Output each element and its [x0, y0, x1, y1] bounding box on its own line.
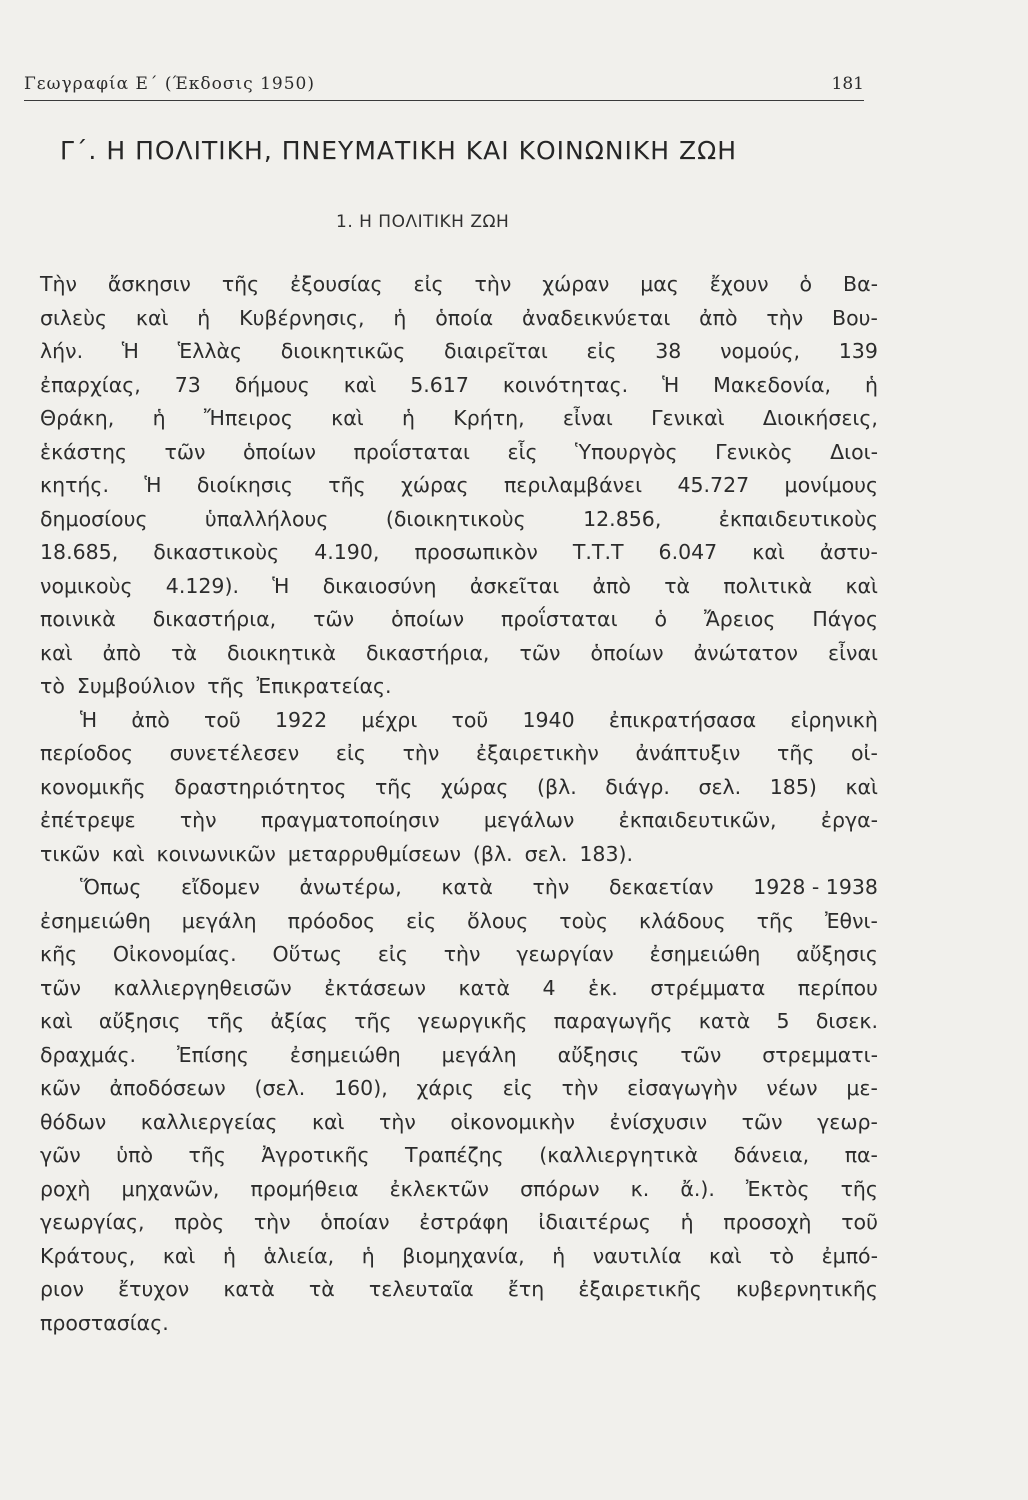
page-number: 181	[831, 74, 864, 94]
word: δικαστικοὺς	[153, 540, 280, 564]
word: τοὺς	[559, 908, 609, 933]
word: εἶναι	[828, 640, 878, 665]
word: πα-	[844, 1143, 878, 1167]
chapter-title: Γ΄. Η ΠΟΛΙΤΙΚΗ, ΠΝΕΥΜΑΤΙΚΗ ΚΑΙ ΚΟΙΝΩΝΙΚΗ ΖΩΗ	[60, 136, 738, 165]
word: Κρήτη,	[453, 406, 525, 430]
word: Οἰκονομίας.	[112, 942, 237, 966]
word: κοινότητας.	[502, 372, 629, 397]
word: δάνεια,	[733, 1143, 810, 1167]
word: καὶ	[709, 1243, 742, 1268]
word: τὰ	[308, 1277, 335, 1301]
word: κατὰ	[223, 1277, 275, 1301]
word: ὁποίαν	[320, 1210, 390, 1234]
word: καὶ	[111, 841, 145, 866]
word: ὑπαλλήλους	[204, 506, 329, 531]
word: ὑπὸ	[116, 1143, 154, 1167]
word: εἰς	[413, 272, 444, 296]
word: χάρις	[416, 1076, 474, 1100]
text-line	[40, 306, 878, 340]
word: πραγματοποίησιν	[260, 808, 440, 832]
word: κοινωνικῶν	[156, 841, 276, 866]
word: Ὅπως	[80, 875, 142, 899]
word: μεταρρυθμίσεων	[287, 841, 461, 866]
word: τὴν	[253, 1210, 291, 1234]
word: αὔξησις	[796, 942, 878, 966]
word: ὁποίων	[243, 439, 316, 464]
word: προΐσταται	[501, 607, 618, 631]
word: γεωρ-	[817, 1109, 878, 1134]
word: ἀνώτατον	[693, 640, 798, 665]
word: εἰς	[406, 908, 437, 933]
word: ἐξαιρετικῆς	[578, 1277, 702, 1301]
text-line	[40, 708, 878, 742]
word: εἰς	[502, 1076, 533, 1100]
text-line	[40, 808, 878, 842]
text-line	[40, 1043, 878, 1077]
text-line	[40, 473, 878, 507]
running-head	[24, 72, 864, 100]
word: καὶ	[845, 573, 878, 598]
word: 4	[542, 975, 556, 1000]
word: μέχρι	[361, 707, 418, 732]
running-title: Γεωγραφία Ε΄ (Έκδοσις 1950)	[24, 74, 315, 94]
word: κῆς	[40, 942, 78, 966]
word: (καλλιεργητικὰ	[539, 1143, 699, 1167]
word: τὴν	[379, 1109, 416, 1134]
word: ἀνάπτυξιν	[635, 741, 741, 765]
word: 5	[776, 1009, 790, 1033]
text-line	[40, 1076, 878, 1110]
word: γεωργικῆς	[417, 1009, 528, 1033]
text-line	[40, 1244, 878, 1278]
word: ἡ	[864, 372, 878, 397]
word: καὶ	[162, 1243, 196, 1268]
word: στρέμματα	[650, 975, 766, 1000]
word: κητής.	[40, 473, 109, 497]
word: τὴν	[402, 741, 440, 765]
word: ἐπικρατήσασα	[608, 707, 757, 732]
word: λήν.	[40, 339, 84, 363]
word: καλλιεργείας	[140, 1109, 278, 1134]
text-line	[40, 574, 878, 608]
word: 38	[655, 339, 682, 363]
word: εἰς	[335, 741, 366, 765]
word: τῶν	[741, 1109, 783, 1134]
word: τὰ	[171, 640, 197, 665]
word: περίοδος	[40, 741, 134, 765]
text-line	[40, 339, 878, 373]
word: τῆς	[354, 1009, 392, 1033]
word: σπόρων	[520, 1176, 600, 1201]
word: ὁ	[654, 607, 668, 631]
word: κατὰ	[698, 1009, 751, 1033]
word: καὶ	[752, 540, 785, 564]
word: τῶν	[680, 1042, 722, 1067]
text-line	[40, 1143, 878, 1177]
word: προμήθεια	[250, 1176, 359, 1201]
word: εἰρηνικὴ	[790, 707, 878, 732]
word: ὅλους	[467, 908, 529, 933]
text-line	[40, 1311, 878, 1345]
word: ἀστυ-	[819, 540, 878, 564]
word: καὶ	[845, 774, 878, 799]
word: Τ.Τ.Τ	[572, 540, 624, 564]
word: Μακεδονία,	[713, 372, 832, 397]
word: πολιτικὰ	[723, 573, 813, 598]
text-line	[40, 540, 878, 574]
word: σιλεὺς	[40, 305, 108, 330]
word: ἀπὸ	[102, 640, 142, 665]
word: καὶ	[40, 640, 73, 665]
word: οἰ-	[851, 741, 878, 765]
word: ποινικὰ	[40, 607, 116, 631]
word: δικαστήρια,	[152, 607, 277, 631]
word: Βα-	[843, 272, 878, 296]
word: Κράτους,	[40, 1243, 136, 1268]
word: ἐπέτρεψε	[40, 808, 136, 832]
word: 4.190,	[314, 540, 380, 564]
word: συνετέλεσεν	[169, 741, 300, 765]
text-line	[40, 272, 878, 306]
word: πρὸς	[174, 1210, 225, 1234]
text-line	[40, 406, 878, 440]
word: κατὰ	[458, 975, 510, 1000]
word: Τὴν	[40, 272, 77, 296]
word: τικῶν	[40, 841, 100, 866]
text-line	[40, 641, 878, 675]
word: οἰκονομικὴν	[450, 1109, 575, 1134]
word: προσοχὴ	[723, 1210, 812, 1234]
word: ἀναδεικνύεται	[521, 305, 671, 330]
word: ροχὴ	[40, 1176, 91, 1201]
word: μεγάλη	[441, 1042, 517, 1067]
text-line	[40, 373, 878, 407]
word: ἡ	[402, 406, 415, 430]
word: Ἐπικρατείας.	[256, 674, 392, 698]
word: ὁποίων	[391, 607, 465, 631]
word: Ἤπειρος	[203, 406, 293, 430]
word: μονίμους	[784, 473, 878, 497]
word: τὴν	[179, 808, 217, 832]
word: δισεκ.	[815, 1009, 878, 1033]
word: δήμους	[234, 372, 310, 397]
word: Θράκη,	[40, 406, 115, 430]
word: διοικητικὰ	[227, 640, 336, 665]
word: 73	[174, 372, 201, 397]
word: καὶ	[311, 1109, 345, 1134]
word: ἐξαιρετικὴν	[476, 741, 599, 765]
word: τῶν	[313, 607, 355, 631]
text-line	[40, 842, 878, 876]
word: τελευταῖα	[368, 1277, 474, 1301]
word: ἀπὸ	[131, 707, 170, 732]
word: δεκαετίαν	[608, 875, 714, 899]
word: σελ.	[698, 774, 742, 799]
word: ἡ	[552, 1243, 566, 1268]
word: τὴν	[532, 875, 570, 899]
word: ἐμπό-	[821, 1243, 878, 1268]
word: 4.129).	[165, 573, 239, 598]
word: Κυβέρνησις,	[239, 305, 365, 330]
word: ὁ	[799, 272, 813, 296]
text-line	[40, 1177, 878, 1211]
word: παραγωγῆς	[553, 1009, 673, 1033]
word: 139	[838, 339, 878, 363]
word: ἡ	[393, 305, 407, 330]
word: εἰσαγωγὴν	[627, 1076, 738, 1100]
word: 12.856,	[583, 506, 662, 531]
word: κυβερνητικῆς	[735, 1277, 878, 1301]
word: ἀπὸ	[592, 573, 631, 598]
word: τὴν	[474, 272, 512, 296]
word: αὔξησις	[98, 1009, 181, 1033]
word: ἀποδόσεων	[109, 1076, 226, 1100]
text-line	[40, 775, 878, 809]
word: ἔτυχον	[118, 1277, 190, 1301]
word: εἶναι	[562, 406, 613, 430]
word: Ἀγροτικῆς	[261, 1143, 370, 1167]
word: ἄ.).	[680, 1176, 715, 1201]
word: δικαιοσύνη	[322, 573, 437, 598]
word: 183).	[579, 841, 634, 866]
text-line	[40, 741, 878, 775]
word: Ἐκτὸς	[745, 1176, 810, 1201]
word: τῆς	[840, 1176, 878, 1201]
word: ἐσημειώθη	[649, 942, 761, 966]
word: ἐκτάσεων	[324, 975, 426, 1000]
word: ἀνωτέρω,	[299, 875, 402, 899]
word: γεωργίαν	[516, 942, 614, 966]
word: Τραπέζης	[405, 1143, 504, 1167]
word: τὴν	[561, 1076, 599, 1100]
word: τῆς	[207, 674, 245, 698]
word: στρεμματι-	[762, 1042, 878, 1067]
word: διάγρ.	[605, 774, 670, 799]
word: καὶ	[135, 305, 169, 330]
word: τῶν	[40, 975, 81, 1000]
word: περιλαμβάνει	[503, 473, 643, 497]
text-line	[40, 1009, 878, 1043]
word: με-	[846, 1076, 878, 1100]
word: 18.685,	[40, 540, 119, 564]
word: ἄσκησιν	[107, 272, 191, 296]
word: μας	[640, 272, 679, 296]
word: τῆς	[756, 908, 795, 933]
text-line	[40, 1110, 878, 1144]
word: ἀπὸ	[699, 305, 738, 330]
word: ναυτιλία	[592, 1243, 682, 1268]
text-line	[40, 440, 878, 474]
word: ἐστράφη	[419, 1210, 509, 1234]
word: Ἡ	[144, 473, 162, 497]
word: τὴν	[443, 942, 481, 966]
word: νομικοὺς	[40, 573, 133, 598]
word: ἐκπαιδευτικοὺς	[718, 506, 878, 531]
word: τῆς	[777, 741, 815, 765]
word: τῶν	[164, 439, 206, 464]
word: 185)	[769, 774, 817, 799]
word: ἐσημειώθη	[40, 908, 151, 933]
word: ἐκλεκτῶν	[389, 1176, 489, 1201]
word: ἰδιαιτέρως	[538, 1210, 651, 1234]
word: Ἡ	[662, 372, 680, 397]
word: εἰς	[377, 942, 408, 966]
text-line	[40, 909, 878, 943]
word: τὰ	[664, 573, 691, 598]
word: Γενικαὶ	[651, 406, 725, 430]
word: μεγάλη	[181, 908, 257, 933]
header-rule	[24, 100, 864, 101]
word: τῆς	[374, 774, 413, 799]
word: Ἡ	[272, 573, 290, 598]
body-text	[40, 272, 878, 1344]
text-line	[40, 674, 878, 708]
text-line	[40, 875, 878, 909]
word: Διοι-	[830, 439, 878, 464]
word: ἡ	[680, 1210, 694, 1234]
word: καὶ	[331, 406, 364, 430]
word: διαιρεῖται	[444, 339, 548, 363]
word: ἔτη	[507, 1277, 545, 1301]
word: δραστηριότητος	[174, 774, 347, 799]
word: τὴν	[766, 305, 804, 330]
word: εἷς	[507, 439, 538, 464]
word: τῆς	[221, 272, 260, 296]
word: (βλ.	[536, 774, 577, 799]
word: δημοσίους	[40, 506, 148, 531]
word: βιομηχανία,	[402, 1243, 525, 1268]
word: ἐπαρχίας,	[40, 372, 141, 397]
word: κατὰ	[441, 875, 493, 899]
word: (βλ.	[472, 841, 513, 866]
word: τοῦ	[451, 707, 489, 732]
word: Ἡ	[121, 339, 139, 363]
word: διοίκησις	[196, 473, 293, 497]
word: προσωπικὸν	[414, 540, 538, 564]
word: καλλιεργηθεισῶν	[113, 975, 292, 1000]
word: Ἡ	[80, 707, 98, 732]
word: Πάγος	[812, 607, 878, 631]
word: ἐξουσίας	[290, 272, 383, 296]
word: Ἑλλὰς	[177, 339, 243, 363]
word: γῶν	[40, 1143, 81, 1167]
text-line	[40, 507, 878, 541]
word: ἡ	[222, 1243, 236, 1268]
text-line	[40, 942, 878, 976]
word: πρόοδος	[287, 908, 376, 933]
word: ἡ	[361, 1243, 375, 1268]
word: Ἐθνι-	[824, 908, 878, 933]
word: νέων	[766, 1076, 818, 1100]
word: τῆς	[188, 1143, 226, 1167]
word: θόδων	[40, 1109, 107, 1134]
word: προΐσταται	[353, 439, 470, 464]
word: ἐνίσχυσιν	[609, 1109, 708, 1134]
word: Γενικὸς	[715, 439, 793, 464]
word: ὁποία	[435, 305, 494, 330]
word: Ἐπίσης	[177, 1042, 249, 1067]
word: (σελ.	[254, 1076, 306, 1100]
word: δικαστήρια,	[366, 640, 490, 665]
word: τῆς	[206, 1009, 245, 1033]
word: ριον	[40, 1277, 84, 1301]
word: Οὕτως	[272, 942, 343, 966]
word: ἡ	[152, 406, 166, 430]
word: κονομικῆς	[40, 774, 146, 799]
word: σελ.	[524, 841, 568, 866]
word: ἀσκεῖται	[469, 573, 560, 598]
word: 1928 - 1938	[753, 875, 878, 899]
word: προστασίας.	[40, 1310, 169, 1335]
word: ἐσημειώθη	[289, 1042, 401, 1067]
word: Ὑπουργὸς	[575, 439, 678, 464]
word: διοικητικῶς	[280, 339, 406, 363]
word: ἑκ.	[588, 975, 618, 1000]
word: εἴδομεν	[181, 875, 260, 899]
word: ἁλιεία,	[263, 1243, 335, 1268]
word: καὶ	[343, 372, 377, 397]
word: 6.047	[658, 540, 718, 564]
word: καὶ	[40, 1009, 73, 1033]
word: τῶν	[519, 640, 561, 665]
word: τῆς	[328, 473, 366, 497]
word: 1922	[274, 707, 328, 732]
word: χώρας	[400, 473, 469, 497]
word: δραχμάς.	[40, 1042, 137, 1067]
word: αὔξησις	[557, 1042, 640, 1067]
word: ἐργα-	[820, 808, 878, 832]
word: γεωργίας,	[40, 1210, 145, 1234]
word: χώραν	[542, 272, 610, 296]
word: Διοικήσεις,	[762, 406, 878, 430]
word: μηχανῶν,	[121, 1176, 220, 1201]
word: 45.727	[677, 473, 750, 497]
word: 5.617	[410, 372, 469, 397]
word: τοῦ	[203, 707, 241, 732]
word: Συμβούλιον	[76, 674, 196, 698]
word: ὁποίων	[590, 640, 664, 665]
word: (διοικητικοὺς	[385, 506, 526, 531]
word: κ.	[630, 1176, 650, 1201]
word: τοῦ	[841, 1210, 878, 1234]
word: περίπου	[797, 975, 878, 1000]
word: ἑκάστης	[40, 439, 128, 464]
word: Βου-	[832, 305, 878, 330]
word: κῶν	[40, 1076, 81, 1100]
word: κλάδους	[638, 908, 726, 933]
text-line	[40, 607, 878, 641]
word: Ἄρειος	[704, 607, 776, 631]
word: εἰς	[586, 339, 617, 363]
text-line	[40, 976, 878, 1010]
word: ἡ	[197, 305, 211, 330]
word: νομούς,	[720, 339, 801, 363]
word: 1940	[522, 707, 575, 732]
section-title: 1. Η ΠΟΛΙΤΙΚΗ ΖΩΗ	[336, 212, 510, 232]
word: ἀξίας	[270, 1009, 328, 1033]
word: τὸ	[769, 1243, 795, 1268]
word: χώρας	[440, 774, 509, 799]
word: τὸ	[40, 674, 65, 698]
word: 160),	[334, 1076, 388, 1100]
word: ἔχουν	[709, 272, 769, 296]
word: ἐκπαιδευτικῶν,	[618, 808, 777, 832]
text-line	[40, 1277, 878, 1311]
word: μεγάλων	[483, 808, 575, 832]
text-line	[40, 1210, 878, 1244]
